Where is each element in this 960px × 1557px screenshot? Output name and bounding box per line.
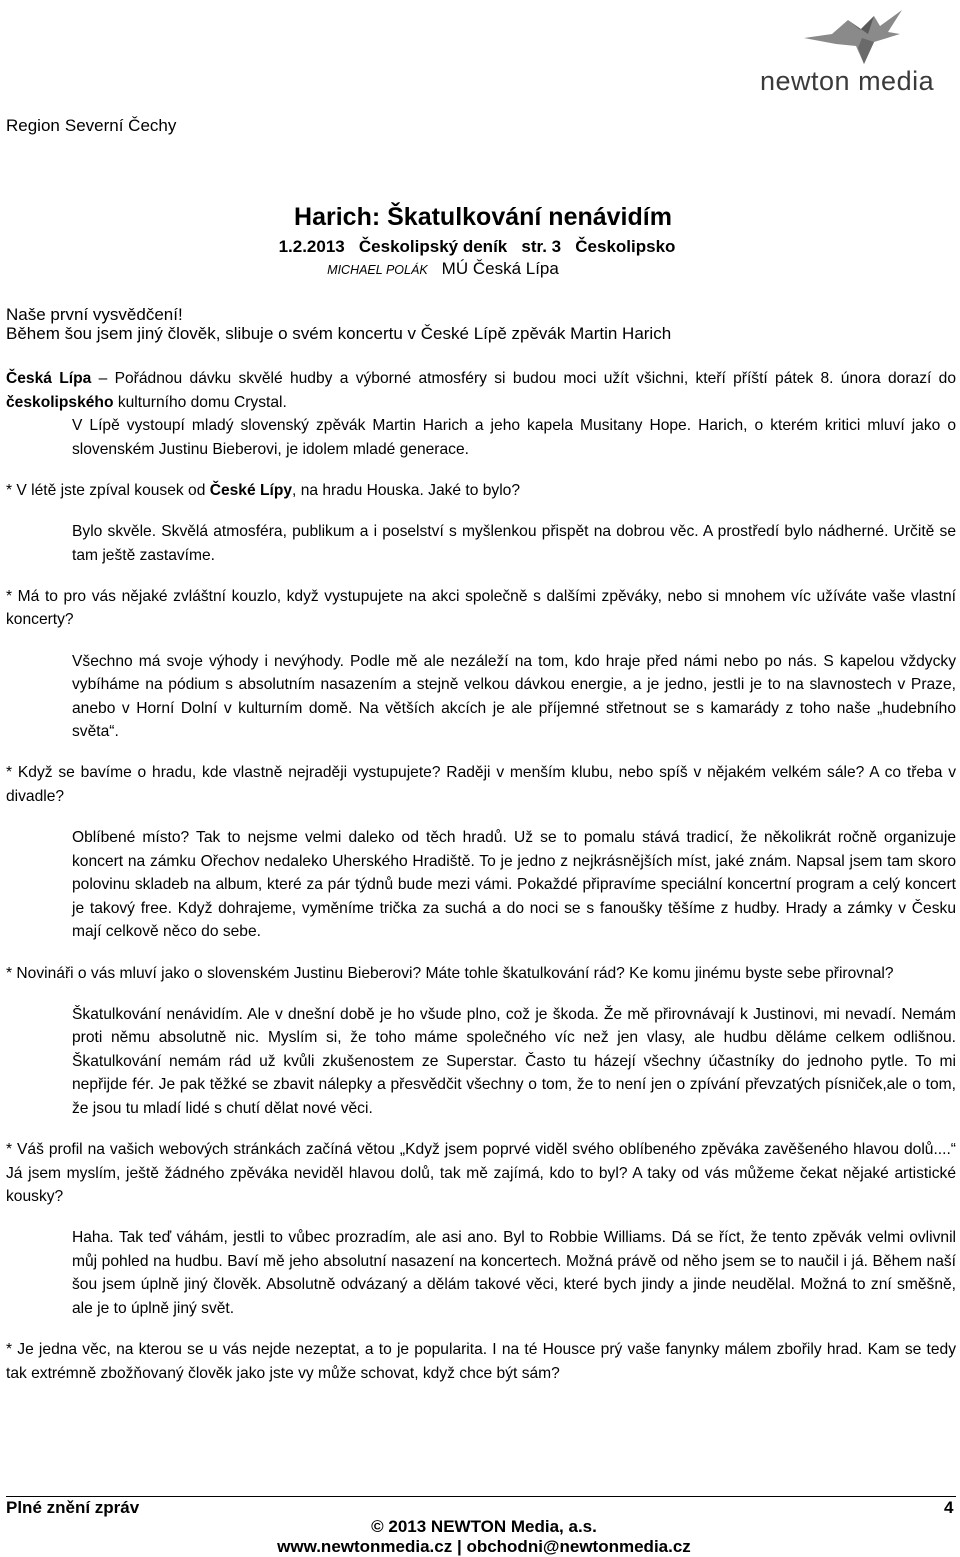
page-number: 4 bbox=[944, 1498, 954, 1517]
lead-text-end: kulturního domu Crystal. bbox=[113, 393, 287, 411]
footer-divider bbox=[6, 1496, 956, 1497]
lead-highlight: českolipského bbox=[6, 393, 114, 411]
author-line bbox=[0, 259, 960, 279]
lead-text: – Pořádnou dávku skvělé hudby a výborné atmosféry si budou moci užít všichni, kteří příští pátek 8. února dorazí do bbox=[91, 370, 956, 387]
footer-copyright bbox=[0, 1517, 960, 1537]
author-name: MICHAEL POLÁK bbox=[327, 263, 428, 277]
page-title bbox=[0, 203, 960, 232]
region-label: Region bbox=[6, 116, 60, 135]
question: * Je jedna věc, na kterou se u vás nejde nezeptat, a to je popularita. I na té Housce prý vaše fanynky málem zbořily hrad. Kam se tedy tak extrémně zbožňovaný člověk jako jste vy může schovat, když chce být sám? bbox=[6, 1341, 956, 1382]
lead-place: Česká Lípa bbox=[6, 370, 92, 387]
copyright-text: © 2013 NEWTON Media, a.s. bbox=[371, 1517, 597, 1536]
question: * Když se bavíme o hradu, kde vlastně nejraději vystupujete? Raději v menším klubu, nebo spíš v nějakém velkém sále? A co třeba v divadle? bbox=[6, 764, 956, 805]
answer: Haha. Tak teď váhám, jestli to vůbec prozradím, ale asi ano. Byl to Robbie Williams. Dá se říct, že tento zpěvák velmi ovlivnil můj pohled na hudbu. Baví mě jeho absolutní nasazení na koncertech. Možná právě od něho jsem se to naučil i já. Během naší šou jsem úplně jiný člověk. Absolutně odvázaný a dělám takové věci, které bych jindy a jinde neudělal. Možná to zní směšně, ale je to úplně jiný svět. bbox=[72, 1229, 956, 1317]
answer: Škatulkování nenávidím. Ale v dnešní době je ho všude plno, což je škoda. Že mě přirovnávají k Justinovi, mi nevadí. Nemám proti němu absolutně nic. Myslím si, že toho máme společného víc než jen vlasy, ale hudbu děláme celkem odlišnou. Škatulkování nemám rád už kvůli zkušenostem ze Superstar. Často tu házejí všechny účastníky do jednoho pytle. To mi nepřijde fér. Je pak těžké se zbavit nálepky a přesvědčit všechny o tom, že to není jen o zpívání převzatých písniček,ale o tom, že jsou tu mladí lidé s chutí dělat nové věci. bbox=[72, 1005, 956, 1117]
meta-text: 1.2.2013 Českolipský deník str. 3 Českolipsko bbox=[278, 237, 676, 256]
question: * Má to pro vás nějaké zvláštní kouzlo, když vystupujete na akci společně s dalšími zpěváky, nebo si mnohem víc užíváte vaše vlastní koncerty? bbox=[6, 587, 956, 629]
answer: Všechno má svoje výhody i nevýhody. Podle mě ale nezáleží na tom, kdo hraje před námi nebo po nás. S kapelou vždycky vybíháme na pódium s absolutním nasazením a stejně velkou dávkou energie, a je jedno, jestli je to na slavnostech v Praze, anebo v Horní Dolní v kulturním domě. Na větších akcích je ale příjemné střetnout se s kamarády z toho naše „hudebního světa“. bbox=[72, 652, 956, 741]
article-meta bbox=[0, 237, 960, 257]
lead-paragraph bbox=[6, 367, 956, 414]
question-text: * V létě jste zpíval kousek od bbox=[6, 481, 210, 499]
footer-contact bbox=[0, 1537, 960, 1557]
section-label: Severní Čechy bbox=[64, 116, 177, 135]
hummingbird-icon bbox=[802, 8, 912, 66]
question-text-end: , na hradu Houska. Jaké to bylo? bbox=[292, 481, 521, 499]
footer-label: Plné znění zpráv bbox=[6, 1498, 140, 1517]
article-body bbox=[6, 367, 956, 1403]
question: * Novináři o vás mluví jako o slovenském Justinu Bieberovi? Máte tohle škatulkování rád? Ke komu jinému byste sebe přirovnal? bbox=[6, 964, 894, 982]
intro-headline: Naše první vysvědčení! bbox=[6, 305, 183, 324]
contact-text: www.newtonmedia.cz | obchodni@newtonmedia.cz bbox=[277, 1537, 691, 1556]
paragraph: V Lípě vystoupí mladý slovenský zpěvák Martin Harich a jeho kapela Musitany Hope. Harich, o kterém kritici mluví jako o slovenském Justinu Bieberovi, je idolem mladé generace. bbox=[72, 417, 956, 458]
logo-wordmark: newton media bbox=[760, 66, 935, 96]
question: * Váš profil na vašich webových stránkách začíná větou „Když jsem poprvé viděl svého oblíbeného zpěváka zavěšeného hlavou dolů....“ Já jsem myslím, ještě žádného zpěváka neviděl hlavou dolů, tak mě zajímá, kdo to byl? A taky od vás můžeme čekat nějaké artistické kousky? bbox=[6, 1141, 956, 1206]
answer: Bylo skvěle. Skvělá atmosféra, publikum a i poselství s myšlenkou přispět na dobrou věc. A prostředí bylo nádherné. Určitě se tam ještě zastavíme. bbox=[72, 523, 956, 564]
question bbox=[6, 479, 956, 503]
question-highlight: České Lípy bbox=[209, 481, 293, 499]
answer: Oblíbené místo? Tak to nejsme velmi daleko od těch hradů. Už se to pomalu stává tradicí, že několikrát ročně organizuje koncert na zámku Ořechov nedaleko Uherského Hradiště. To je jedno z nejkrásnějších míst, jaké znám. Napsal jsem tam skoro polovinu skladeb na album, které za pár týdnů bude mezi vámi. Pokaždé připravíme speciální koncertní program a celý koncert je takový free. Když dohrajeme, vyměníme trička za suchá a do noci se s fanoušky těšíme z hudby. Hrady a zámky v Česku mají celkově něco do sebe. bbox=[72, 829, 956, 941]
intro-subheadline: Během šou jsem jiný člověk, slibuje o svém koncertu v České Lípě zpěvák Martin Harich bbox=[6, 324, 672, 343]
title-text: Harich: Škatulkování nenávidím bbox=[294, 203, 672, 231]
newton-media-logo bbox=[760, 8, 956, 100]
breadcrumb bbox=[6, 116, 176, 136]
source-name: MÚ Česká Lípa bbox=[441, 259, 559, 278]
